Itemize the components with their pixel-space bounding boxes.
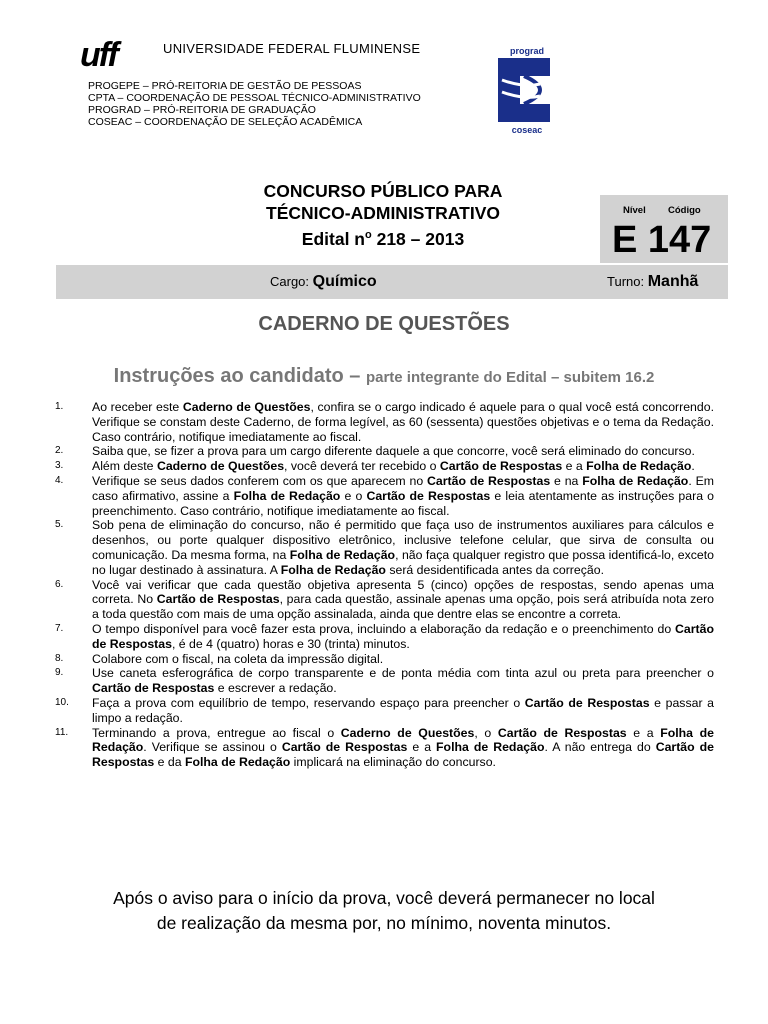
- title-edital: Edital $n^o$ 218 – 2013: [301, 228, 465, 249]
- turno-field: Turno: Manhã: [607, 273, 699, 290]
- uff-logo: uff: [80, 36, 117, 74]
- item-number: 6.: [55, 578, 64, 590]
- prograd-coseac-logo: [494, 44, 560, 136]
- footer-notice: [0, 886, 768, 936]
- exam-title: [200, 180, 566, 250]
- item-text: Saiba que, se fizer a prova para um cargo diferente daquele a que concorre, você será eliminado do concurso.: [92, 444, 695, 459]
- item-number: 11.: [55, 726, 69, 738]
- instructions-heading: Instruções ao candidato – parte integrante do Edital – subitem 16.2: [113, 365, 655, 387]
- codigo-label: Código: [668, 205, 701, 216]
- item-text: Além deste Caderno de Questões, você deverá ter recebido o Cartão de Respostas e a Folha de Redação.: [92, 459, 695, 474]
- list-item: [50, 622, 714, 652]
- item-text: Ao receber este Caderno de Questões, confira se o cargo indicado é aquele para o qual você está concorrendo. Verifique se constam deste Caderno, de forma legível, as 60 (sessenta) questões objetivas e o tema da Redação. Caso contrário, notifique imediatamente ao fiscal.: [92, 400, 714, 444]
- item-text: Use caneta esferográfica de corpo transparente e de ponta média com tinta azul ou preta para preencher o Cartão de Respostas e escrever a redação.: [92, 666, 714, 696]
- nivel-label: Nível: [623, 205, 646, 216]
- footer-line: Após o aviso para o início da prova, você deverá permanecer no local: [113, 888, 655, 908]
- turno-value: Manhã: [647, 273, 699, 290]
- item-number: 10.: [55, 696, 69, 708]
- departments-list: [88, 80, 421, 128]
- item-number: 7.: [55, 622, 64, 634]
- title-line: CONCURSO PÚBLICO PARA: [263, 181, 503, 201]
- item-text: Faça a prova com equilíbrio de tempo, reservando espaço para preencher o Cartão de Respostas e passar a limpo a redação.: [92, 695, 714, 725]
- logo-top-text: prograd: [509, 46, 545, 56]
- footer-line: de realização da mesma por, no mínimo, noventa minutos.: [156, 913, 612, 933]
- instructions-list: [50, 400, 714, 770]
- list-item: [50, 726, 714, 770]
- list-item: [50, 666, 714, 696]
- university-name: UNIVERSIDADE FEDERAL FLUMINENSE: [163, 41, 421, 56]
- logo-bottom-text: coseac: [511, 125, 543, 135]
- list-item: [50, 444, 714, 459]
- cargo-field: Cargo: Químico: [270, 273, 377, 290]
- department-line: CPTA – COORDENAÇÃO DE PESSOAL TÉCNICO-ADMINISTRATIVO: [88, 92, 421, 104]
- item-text: Colabore com o fiscal, na coleta da impressão digital.: [92, 651, 384, 666]
- item-number: 5.: [55, 519, 64, 531]
- department-line: PROGEPE – PRÓ-REITORIA DE GESTÃO DE PESSOAS: [88, 80, 362, 92]
- item-number: 2.: [55, 445, 64, 457]
- cargo-value: Químico: [312, 273, 377, 290]
- list-item: [50, 518, 714, 577]
- caderno-heading: CADERNO DE QUESTÕES: [258, 313, 510, 335]
- item-text: Terminando a prova, entregue ao fiscal o Caderno de Questões, o Cartão de Respostas e a Folha de Redação. Verifique se assinou o Cartão de Respostas e a Folha de Redação. A não entrega do Cartão de Respostas e da Folha de Redação implicará na eliminação do concurso.: [92, 725, 715, 770]
- department-line: COSEAC – COORDENAÇÃO DE SELEÇÃO ACADÊMICA: [88, 116, 363, 128]
- list-item: [50, 652, 714, 667]
- item-text: Sob pena de eliminação do concurso, não é permitido que faça uso de instrumentos auxiliares para cálculos e desenhos, ou porte qualquer dispositivo eletrônico, inclusive telefone celular, que sirva de consulta ou comunicação. Da mesma forma, na Folha de Redação, não faça qualquer registro que possa identificá-lo, exceto no lugar destinado à assinatura. A Folha de Redação será desidentificada antes da correção.: [92, 518, 714, 577]
- item-number: 3.: [55, 460, 64, 472]
- item-text: O tempo disponível para você fazer esta prova, incluindo a elaboração da redação e o preenchimento do Cartão de Respostas, é de 4 (quatro) horas e 30 (trinta) minutos.: [92, 621, 714, 651]
- list-item: [50, 696, 714, 726]
- item-number: 9.: [55, 667, 64, 679]
- item-text: Verifique se seus dados conferem com os que aparecem no Cartão de Respostas e na Folha de Redação. Em caso afirmativo, assine a Folha de Redação e o Cartão de Respostas e leia atentamente as instruções para o preenchimento. Caso contrário, notifique imediatamente ao fiscal.: [92, 473, 715, 518]
- list-item: [50, 578, 714, 622]
- list-item: [50, 459, 714, 474]
- list-item: [50, 400, 714, 444]
- item-text: Você vai verificar que cada questão objetiva apresenta 5 (cinco) opções de respostas, sendo apenas uma correta. No Cartão de Respostas, para cada questão, assinale apenas uma opção, pois será atribuída nota zero a toda questão com mais de uma opção assinalada, ainda que dentre elas se encontre a correta.: [92, 577, 714, 622]
- department-line: PROGRAD – PRÓ-REITORIA DE GRADUAÇÃO: [88, 104, 316, 116]
- item-number: 1.: [55, 401, 64, 412]
- title-line: TÉCNICO-ADMINISTRATIVO: [266, 203, 500, 223]
- list-item: [50, 474, 714, 518]
- item-number: 8.: [55, 652, 64, 664]
- item-number: 4.: [55, 474, 64, 486]
- level-code: E 147: [612, 219, 712, 261]
